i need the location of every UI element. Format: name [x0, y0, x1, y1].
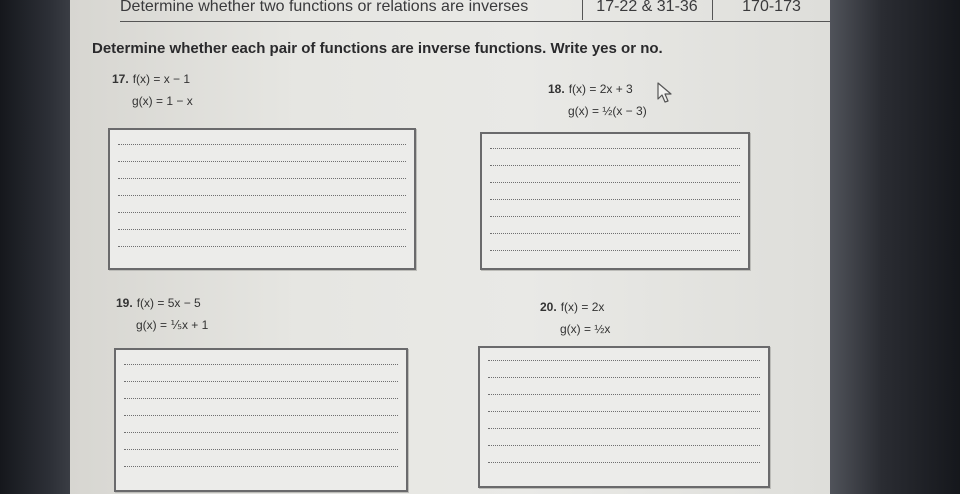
- function-f: f(x) = 5x − 5: [136, 296, 201, 310]
- answer-line: [124, 364, 398, 365]
- answer-line: [124, 432, 398, 433]
- problem-number: 18.: [548, 82, 565, 96]
- answer-line: [490, 216, 740, 217]
- problem-17: [112, 68, 193, 112]
- answer-line: [118, 178, 406, 179]
- answer-line: [118, 212, 406, 213]
- answer-line: [488, 445, 760, 446]
- problem-number: 20.: [540, 300, 557, 314]
- answer-box-18[interactable]: [480, 132, 750, 270]
- answer-line: [488, 462, 760, 463]
- answer-line: [124, 449, 398, 450]
- answer-box-20[interactable]: [478, 346, 770, 488]
- answer-line: [124, 415, 398, 416]
- mouse-pointer-icon: [656, 82, 674, 104]
- problem-18: [548, 78, 647, 122]
- answer-line: [488, 377, 760, 378]
- answer-line: [124, 398, 398, 399]
- answer-line: [118, 161, 406, 162]
- header-title: Determine whether two functions or relations are inverses: [120, 0, 583, 20]
- answer-box-19[interactable]: [114, 348, 408, 492]
- function-g: g(x) = ½(x − 3): [568, 104, 647, 118]
- worksheet-header: [70, 0, 830, 22]
- answer-box-17[interactable]: [108, 128, 416, 270]
- answer-line: [118, 229, 406, 230]
- answer-line: [490, 182, 740, 183]
- function-f: f(x) = x − 1: [132, 72, 191, 86]
- header-divider: [120, 21, 830, 22]
- answer-line: [488, 428, 760, 429]
- answer-line: [490, 148, 740, 149]
- answer-line: [118, 246, 406, 247]
- worksheet-page: [70, 0, 830, 494]
- answer-line: [488, 411, 760, 412]
- answer-line: [118, 144, 406, 145]
- answer-line: [490, 233, 740, 234]
- answer-line: [124, 466, 398, 467]
- answer-line: [118, 195, 406, 196]
- answer-line: [490, 199, 740, 200]
- instructions-text: Determine whether each pair of functions are inverse functions. Write yes or no.: [92, 40, 663, 57]
- answer-line: [490, 250, 740, 251]
- monitor-bezel-left: [0, 0, 70, 494]
- function-g: g(x) = 1 − x: [132, 94, 193, 108]
- problem-20: [540, 296, 610, 340]
- answer-line: [488, 394, 760, 395]
- function-g: g(x) = ½x: [560, 322, 611, 336]
- problem-19: [116, 292, 208, 336]
- problem-number: 17.: [112, 72, 129, 86]
- problem-number: 19.: [116, 296, 133, 310]
- monitor-bezel-right: [830, 0, 960, 494]
- answer-line: [488, 360, 760, 361]
- function-f: f(x) = 2x: [560, 300, 605, 314]
- answer-line: [124, 381, 398, 382]
- function-g: g(x) = ⅕x + 1: [136, 318, 209, 332]
- header-pages-1: 17-22 & 31-36: [582, 0, 713, 20]
- header-pages-2: 170-173: [742, 0, 801, 15]
- answer-line: [490, 165, 740, 166]
- function-f: f(x) = 2x + 3: [568, 82, 633, 96]
